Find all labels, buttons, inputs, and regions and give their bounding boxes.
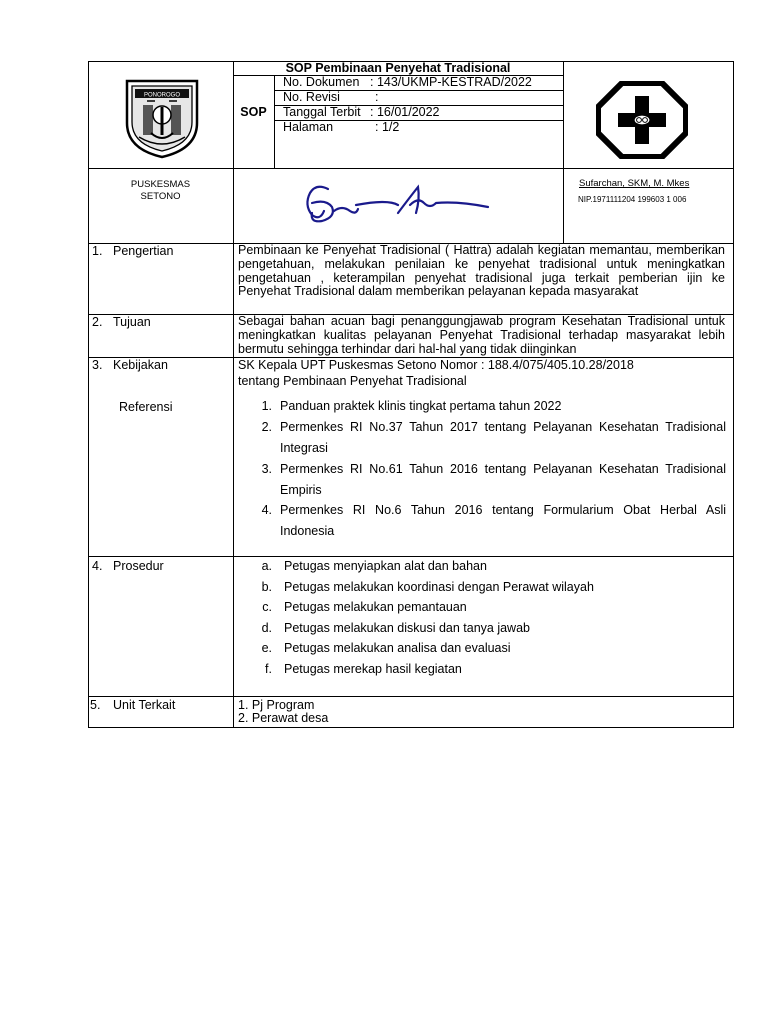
section-number-unit-terkait: 5.	[90, 698, 101, 712]
seal-text: PONOROGO	[143, 92, 181, 99]
section-number-pengertian: 1.	[92, 244, 103, 258]
prosedur-item-text: Petugas melakukan diskusi dan tanya jawab	[284, 621, 530, 635]
meta-label-no-dokumen: No. Dokumen	[283, 75, 360, 89]
prosedur-item-letter: e.	[261, 641, 272, 655]
kebijakan-line-1: SK Kepala UPT Puskesmas Setono Nomor : 188.4/075/405.10.28/2018	[238, 358, 634, 372]
sop-document	[88, 61, 734, 728]
meta-value-no-revisi: :	[375, 90, 379, 104]
referensi-item-number: 1.	[261, 399, 272, 413]
sop-divider	[274, 75, 275, 168]
section-text-tujuan: Sebagai bahan acuan bagi penanggungjawab program Kesehatan Tradisional untuk meningkatkan kualitas pelayanan Penyehat Tradisional terhadap masyarakat lebih bermutu sehingga terhindar dari hal-hal yang tidak diinginkan	[238, 314, 725, 356]
meta-label-no-revisi: No. Revisi	[283, 90, 340, 104]
unit-terkait-item: 2. Perawat desa	[238, 711, 329, 725]
regency-seal-logo	[121, 75, 203, 159]
org-name-line-1: PUSKESMAS	[130, 179, 191, 190]
section-number-tujuan: 2.	[92, 315, 103, 329]
meta-value-tanggal-terbit: : 16/01/2022	[370, 105, 440, 119]
prosedur-item-letter: f.	[265, 662, 272, 676]
referensi-item-text: Panduan praktek klinis tingkat pertama tahun 2022	[280, 399, 562, 413]
document-title: SOP Pembinaan Penyehat Tradisional	[285, 61, 511, 75]
referensi-item-text: Permenkes RI No.61 Tahun 2016 tentang Pelayanan Kesehatan Tradisional Empiris	[280, 462, 726, 497]
prosedur-item-text: Petugas melakukan koordinasi dengan Perawat wilayah	[284, 580, 594, 594]
meta-value-halaman: : 1/2	[375, 120, 400, 134]
prosedur-item-text: Petugas melakukan pemantauan	[284, 600, 467, 614]
section-label-unit-terkait: Unit Terkait	[113, 698, 176, 712]
header-right-divider	[563, 61, 564, 243]
section-label-pengertian: Pengertian	[113, 244, 174, 258]
prosedur-item-letter: a.	[261, 559, 272, 573]
prosedur-item-text: Petugas merekap hasil kegiatan	[284, 662, 462, 676]
prosedur-item-letter: b.	[261, 580, 272, 594]
puskesmas-logo	[596, 81, 688, 159]
section-label-referensi: Referensi	[119, 400, 173, 414]
meta-value-no-dokumen: : 143/UKMP-KESTRAD/2022	[370, 75, 532, 89]
section-label-kebijakan: Kebijakan	[113, 358, 168, 372]
referensi-item-number: 4.	[261, 503, 272, 517]
signer-name: Sufarchan, SKM, M. Mkes	[579, 178, 690, 189]
kebijakan-line-2: tentang Pembinaan Penyehat Tradisional	[238, 374, 467, 388]
section-label-prosedur: Prosedur	[113, 559, 164, 573]
signer-nip: NIP.1971111204 199603 1 006	[578, 195, 687, 204]
section-text-pengertian: Pembinaan ke Penyehat Tradisional ( Hattra) adalah kegiatan memantau, memberikan pengetahuan, melakukan penilaian ke penyehat tradisional untuk meningkatkan pengetahuan , keterampilan penyehat tradisional juga terkait pemberian ijin ke Penyehat Tradisional dalam memberikan pelayanan kepada masyarakat	[238, 243, 725, 299]
prosedur-item-letter: c.	[262, 600, 272, 614]
referensi-item-text: Permenkes RI No.6 Tahun 2016 tentang Formularium Obat Herbal Asli Indonesia	[280, 503, 726, 538]
sop-label: SOP	[240, 105, 267, 119]
meta-label-halaman: Halaman	[283, 120, 334, 134]
referensi-item-number: 3.	[261, 462, 272, 476]
referensi-item-number: 2.	[261, 420, 272, 434]
org-name-line-2: SETONO	[140, 191, 181, 202]
signature	[298, 169, 498, 243]
prosedur-item-text: Petugas melakukan analisa dan evaluasi	[284, 641, 511, 655]
row-line-unit-terkait	[88, 696, 734, 697]
section-number-kebijakan: 3.	[92, 358, 103, 372]
prosedur-item-text: Petugas menyiapkan alat dan bahan	[284, 559, 487, 573]
meta-label-tanggal-terbit: Tanggal Terbit	[283, 105, 361, 119]
column-divider	[233, 61, 234, 728]
prosedur-item-letter: d.	[261, 621, 272, 635]
section-number-prosedur: 4.	[92, 559, 103, 573]
section-label-tujuan: Tujuan	[113, 315, 151, 329]
referensi-item-text: Permenkes RI No.37 Tahun 2017 tentang Pelayanan Kesehatan Tradisional Integrasi	[280, 420, 726, 455]
unit-terkait-item: 1. Pj Program	[238, 698, 315, 712]
